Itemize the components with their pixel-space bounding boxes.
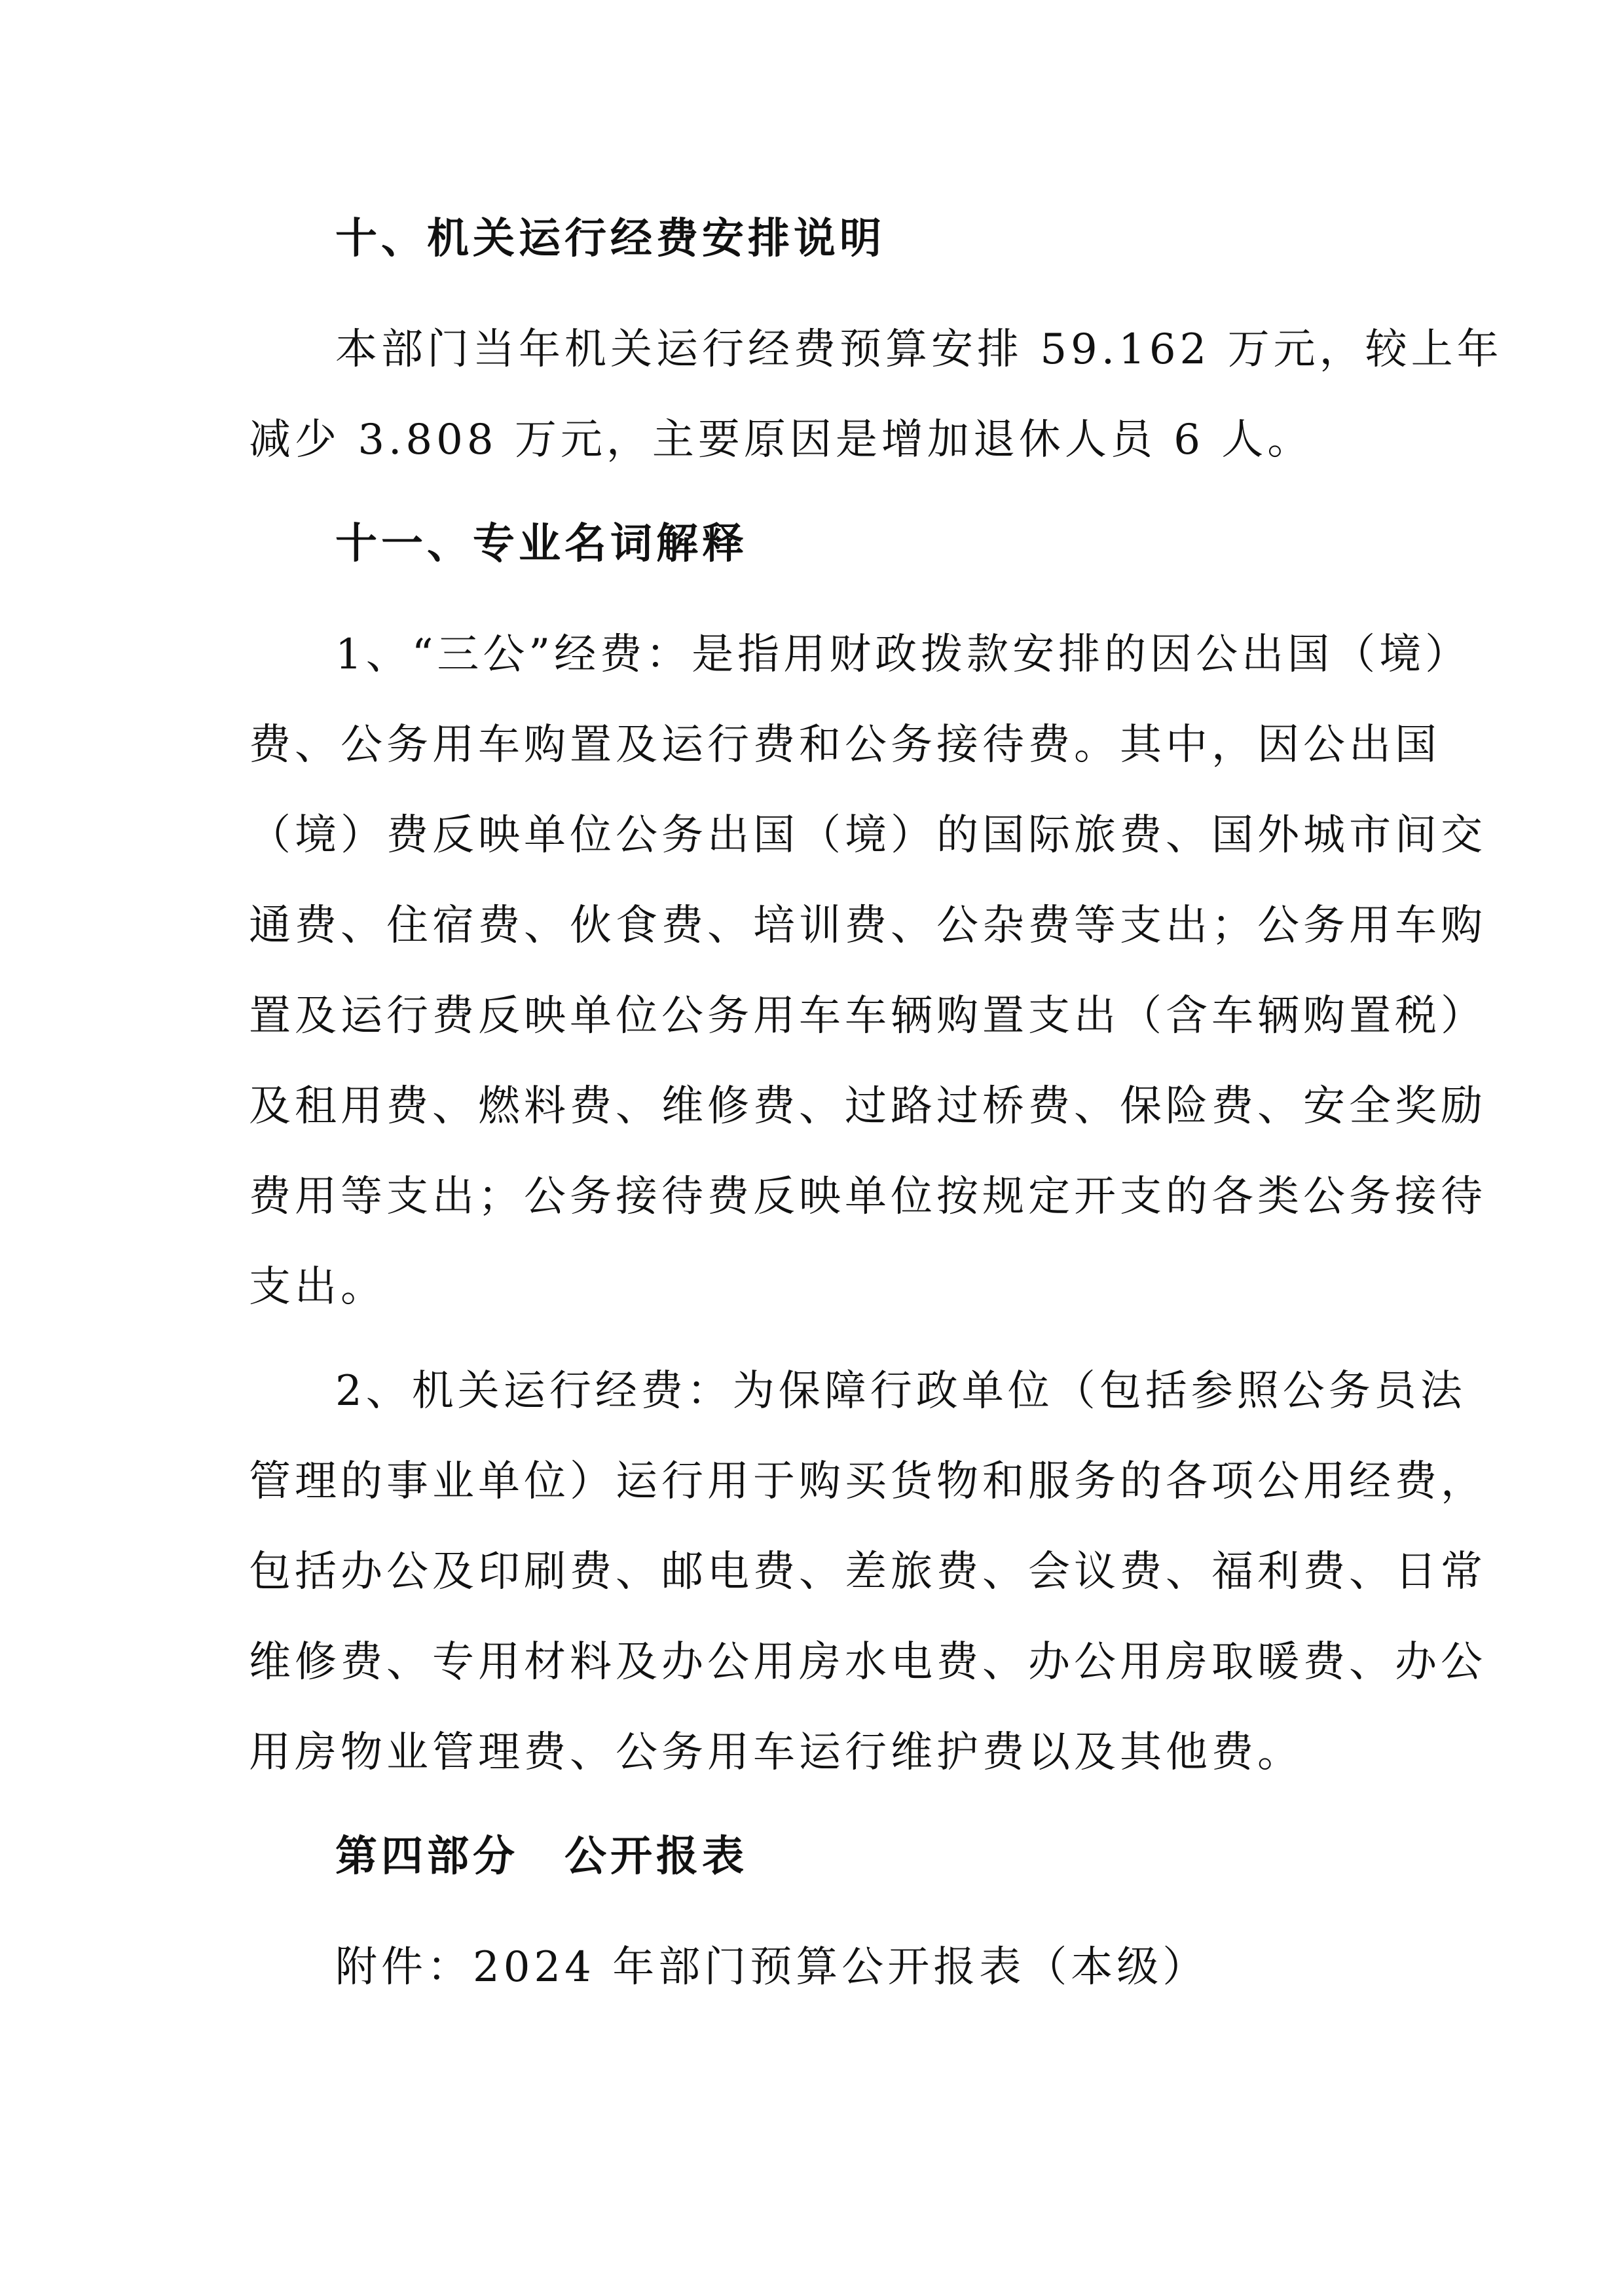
item-2-line-2: 管理的事业单位）运行用于购买货物和服务的各项公用经费， (249, 1457, 1486, 1506)
section-10-line-2: 减少 3.808 万元，主要原因是增加退休人员 6 人。 (249, 416, 1314, 464)
section-10-line-1: 本部门当年机关运行经费预算安排 59.162 万元，较上年 (335, 325, 1503, 374)
item-1-line-7: 费用等支出；公务接待费反映单位按规定开支的各类公务接待 (249, 1173, 1486, 1221)
item-1-line-6: 及租用费、燃料费、维修费、过路过桥费、保险费、安全奖励 (249, 1082, 1486, 1131)
item-1-line-8: 支出。 (249, 1263, 386, 1311)
item-1-line-3: （境）费反映单位公务出国（境）的国际旅费、国外城市间交 (249, 811, 1486, 860)
item-2-line-3: 包括办公及印刷费、邮电费、差旅费、会议费、福利费、日常 (249, 1548, 1486, 1596)
item-1-line-5: 置及运行费反映单位公务用车车辆购置支出（含车辆购置税） (249, 992, 1486, 1040)
item-1-line-2: 费、公务用车购置及运行费和公务接待费。其中，因公出国 (249, 721, 1441, 769)
section-11-heading: 十一、专业名词解释 (335, 520, 748, 568)
attachment-line: 附件：2024 年部门预算公开报表（本级） (335, 1943, 1209, 1992)
item-1-line-1: 1、“三公”经费：是指用财政拨款安排的因公出国（境） (335, 630, 1471, 679)
item-1-line-4: 通费、住宿费、伙食费、培训费、公杂费等支出；公务用车购 (249, 902, 1486, 950)
section-10-heading: 十、机关运行经费安排说明 (335, 215, 885, 263)
item-2-line-4: 维修费、专用材料及办公用房水电费、办公用房取暖费、办公 (249, 1638, 1486, 1686)
item-2-line-1: 2、机关运行经费：为保障行政单位（包括参照公务员法 (335, 1367, 1466, 1415)
part-4-heading: 第四部分 公开报表 (335, 1832, 748, 1881)
item-2-line-5: 用房物业管理费、公务用车运行维护费以及其他费。 (249, 1728, 1303, 1777)
